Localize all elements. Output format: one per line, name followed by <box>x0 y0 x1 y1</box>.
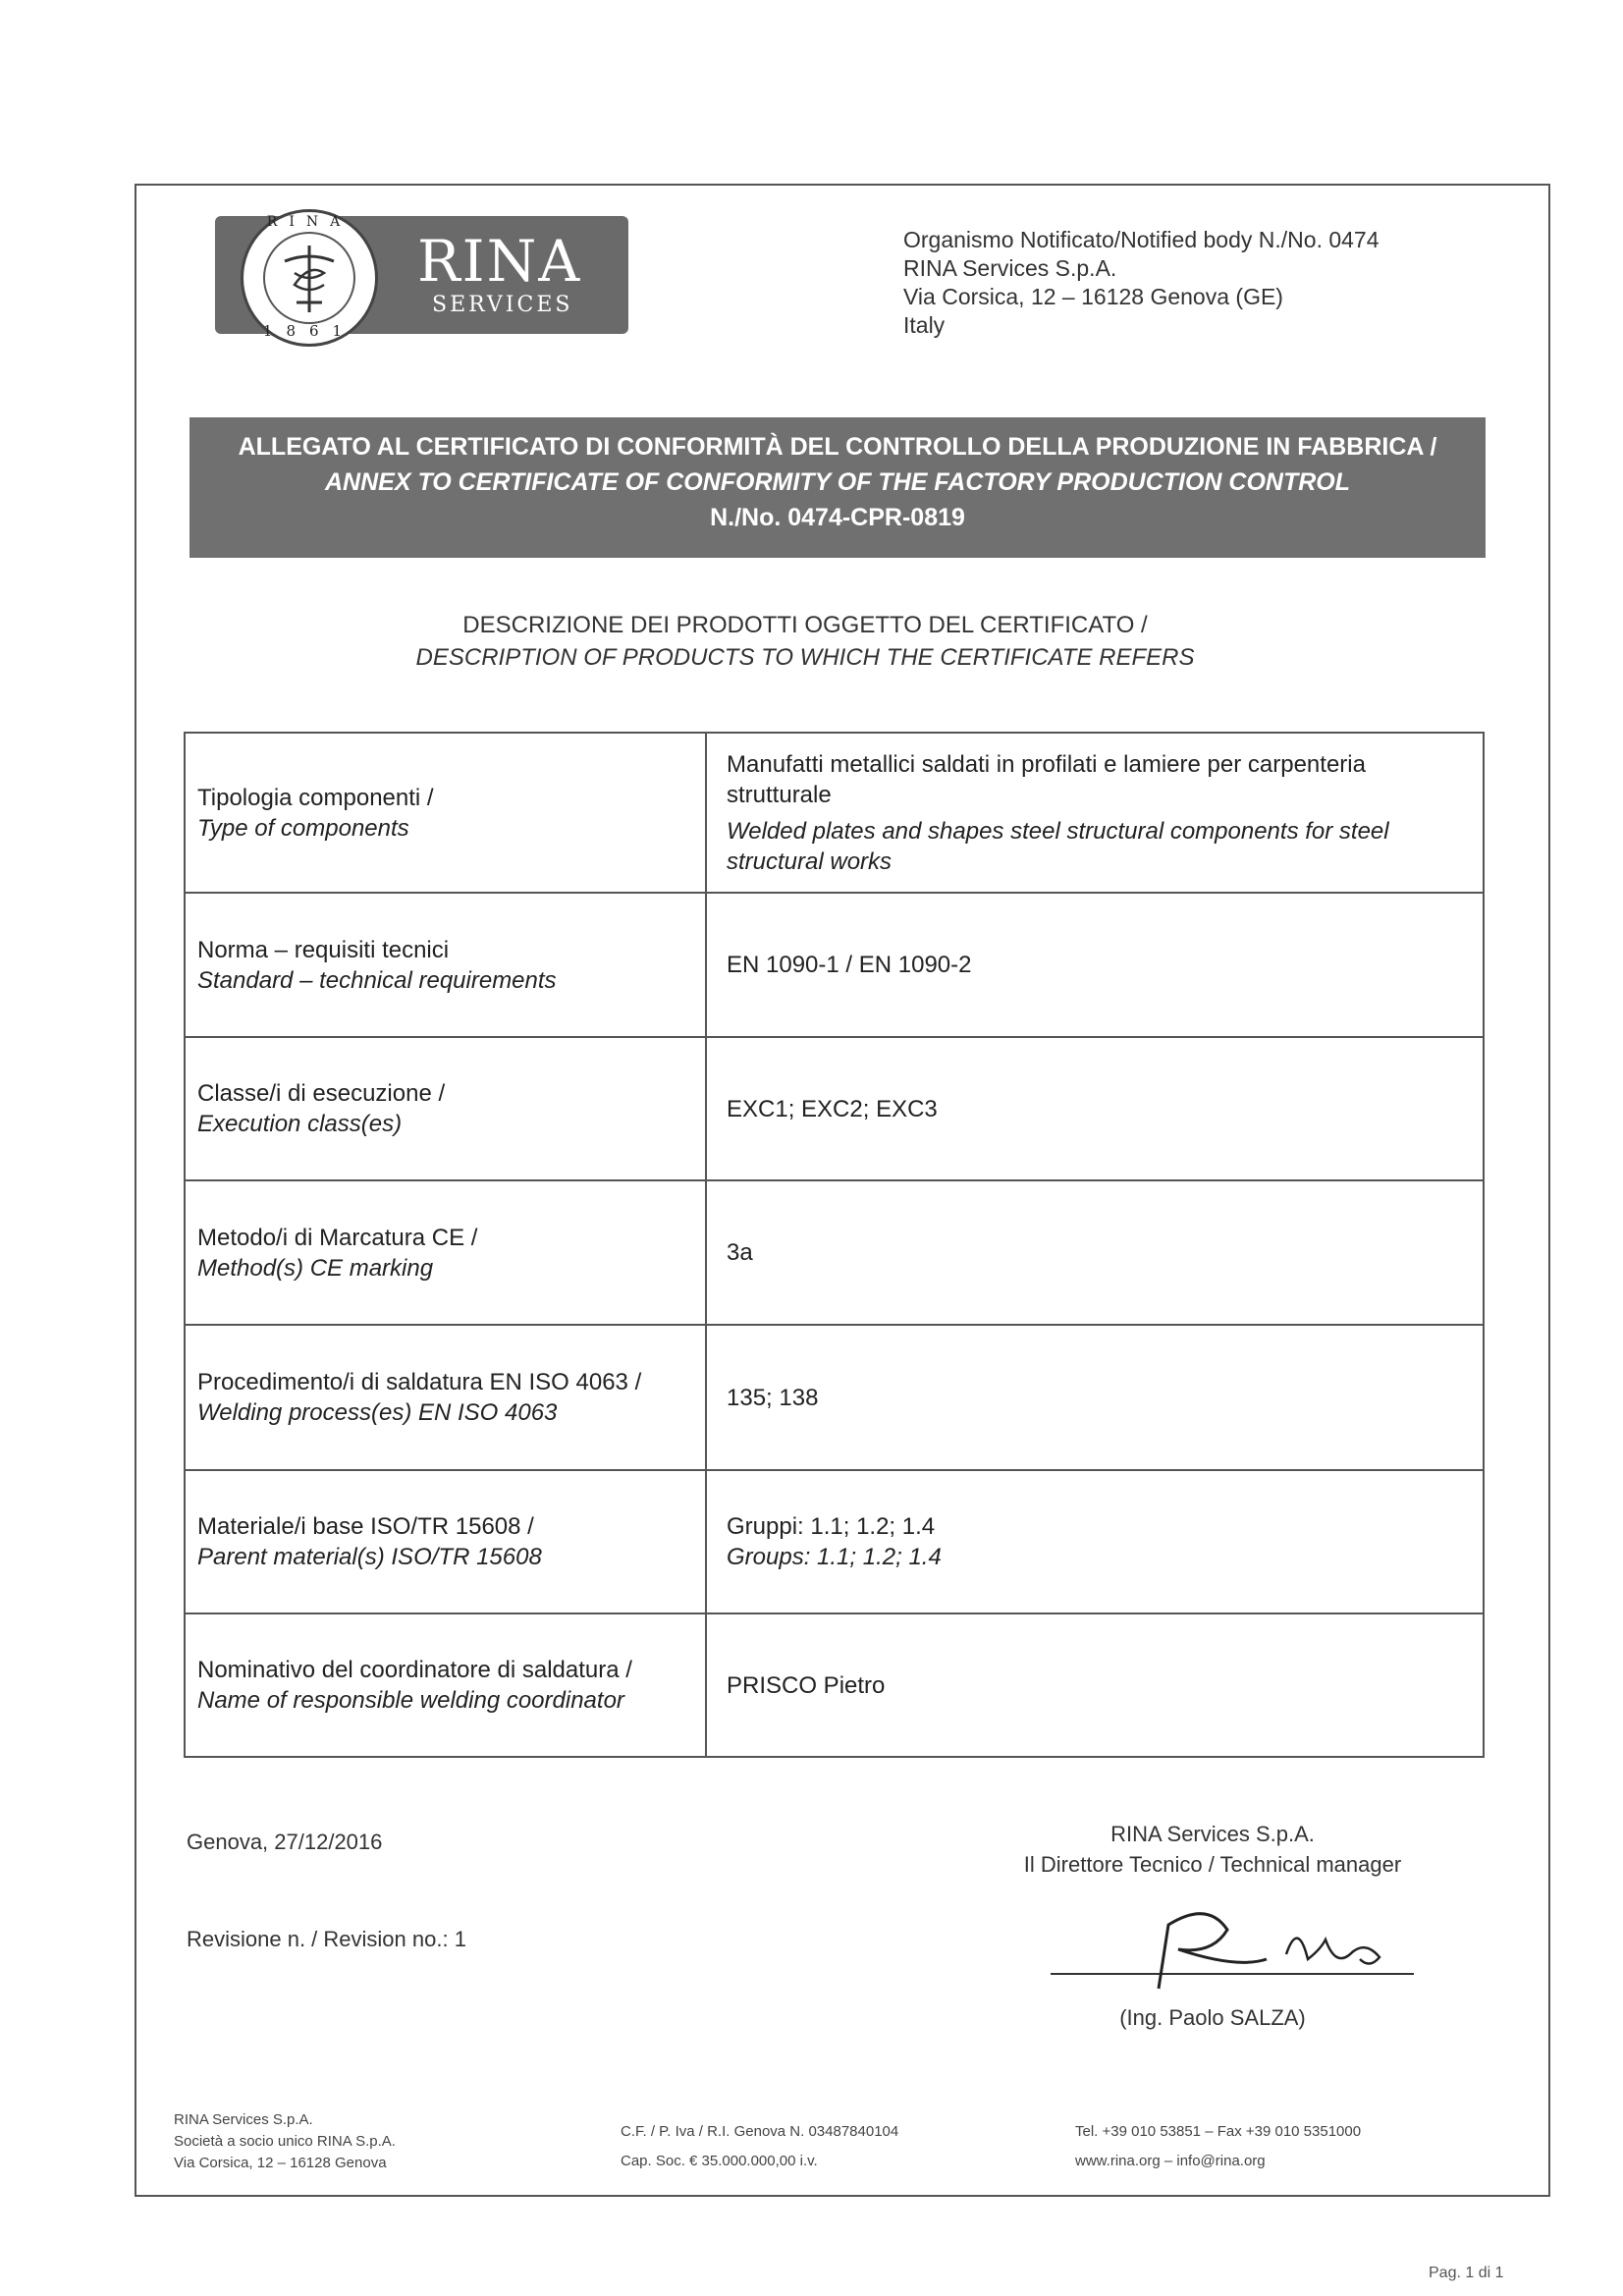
table-row <box>185 893 1484 1037</box>
label-en: Standard – technical requirements <box>197 966 557 994</box>
label-it: Tipologia componenti / <box>197 784 434 811</box>
footer <box>154 2102 1529 2190</box>
table-row <box>185 1325 1484 1470</box>
table-row <box>185 1037 1484 1180</box>
revision-number: Revisione n. / Revision no.: 1 <box>187 1927 466 1951</box>
footer-line: RINA Services S.p.A. <box>174 2111 313 2128</box>
footer-line: Via Corsica, 12 – 16128 Genova <box>174 2155 387 2171</box>
footer-registration <box>621 2121 898 2172</box>
value-it: EN 1090-1 / EN 1090-2 <box>727 952 972 978</box>
label-en: Type of components <box>197 814 409 842</box>
footer-line: Cap. Soc. € 35.000.000,00 i.v. <box>621 2153 818 2169</box>
value-it: 135; 138 <box>727 1384 819 1411</box>
seal-inner-ring <box>263 232 355 324</box>
footer-line: C.F. / P. Iva / R.I. Genova N. 03487840104 <box>621 2123 899 2140</box>
footer-contacts <box>1075 2121 1361 2172</box>
handwritten-signature-icon <box>1041 1900 1434 2008</box>
table-row <box>185 1180 1484 1325</box>
footer-company <box>174 2109 396 2174</box>
label-it: Procedimento/i di saldatura EN ISO 4063 / <box>197 1369 642 1395</box>
row-label <box>185 733 706 893</box>
footer-line: Società a socio unico RINA S.p.A. <box>174 2133 396 2150</box>
description-heading-en: DESCRIPTION OF PRODUCTS TO WHICH THE CERTIFICATE REFERS <box>415 644 1195 671</box>
banner-title-it: ALLEGATO AL CERTIFICATO DI CONFORMITÀ DEL CONTROLLO DELLA PRODUZIONE IN FABBRICA / <box>238 433 1437 461</box>
label-it: Norma – requisiti tecnici <box>197 936 450 963</box>
certificate-banner <box>189 417 1486 558</box>
row-label <box>185 1180 706 1325</box>
value-it: EXC1; EXC2; EXC3 <box>727 1095 938 1122</box>
row-value <box>706 893 1484 1037</box>
label-en: Execution class(es) <box>197 1111 403 1137</box>
seal-year: 1861 <box>262 322 356 340</box>
table-row <box>185 1613 1484 1757</box>
label-it: Nominativo del coordinatore di saldatura / <box>197 1657 632 1683</box>
row-value <box>706 1470 1484 1613</box>
notified-body-address <box>903 226 1380 340</box>
label-en: Welding process(es) EN ISO 4063 <box>197 1399 558 1426</box>
products-table <box>184 732 1485 1758</box>
certificate-number: N./No. 0474-CPR-0819 <box>710 504 965 531</box>
seal-letters: RINA <box>266 214 352 230</box>
banner-title-en: ANNEX TO CERTIFICATE OF CONFORMITY OF THE FACTORY PRODUCTION CONTROL <box>324 468 1351 496</box>
value-it: Gruppi: 1.1; 1.2; 1.4 <box>727 1513 936 1540</box>
signer-name: (Ing. Paolo SALZA) <box>1119 2005 1306 2030</box>
row-value <box>706 1325 1484 1470</box>
rina-seal-icon <box>241 209 378 347</box>
logo-name: RINA <box>417 228 582 295</box>
logo-subtitle: SERVICES <box>432 293 573 317</box>
table-row <box>185 1470 1484 1613</box>
row-label <box>185 1325 706 1470</box>
signer-company: RINA Services S.p.A. <box>1110 1822 1315 1846</box>
label-en: Name of responsible welding coordinator <box>197 1687 624 1714</box>
label-it: Classe/i di esecuzione / <box>197 1080 446 1107</box>
row-value <box>706 1037 1484 1180</box>
description-heading-it: DESCRIZIONE DEI PRODOTTI OGGETTO DEL CERTIFICATO / <box>462 612 1148 638</box>
caduceus-icon <box>265 234 353 322</box>
footer-line: www.rina.org – info@rina.org <box>1075 2153 1266 2169</box>
row-label <box>185 893 706 1037</box>
value-en: Groups: 1.1; 1.2; 1.4 <box>727 1544 942 1570</box>
value-it: PRISCO Pietro <box>727 1671 886 1699</box>
row-label <box>185 1613 706 1757</box>
notified-body-line: Organismo Notificato/Notified body N./No. 0474 <box>903 227 1380 252</box>
label-en: Parent material(s) ISO/TR 15608 <box>197 1544 542 1570</box>
page-number: Pag. 1 di 1 <box>1429 2265 1504 2281</box>
value-en: Welded plates and shapes steel structural components for steel structural works <box>727 817 1389 875</box>
description-heading <box>295 609 1316 674</box>
row-label <box>185 1037 706 1180</box>
label-it: Materiale/i base ISO/TR 15608 / <box>197 1513 534 1540</box>
notified-body-company: RINA Services S.p.A. <box>903 255 1117 281</box>
footer-line: Tel. +39 010 53851 – Fax +39 010 5351000 <box>1075 2123 1362 2140</box>
label-en: Method(s) CE marking <box>197 1254 434 1282</box>
row-label <box>185 1470 706 1613</box>
row-value <box>706 1613 1484 1757</box>
row-value <box>706 733 1484 893</box>
label-it: Metodo/i di Marcatura CE / <box>197 1224 478 1251</box>
signer-role: Il Direttore Tecnico / Technical manager <box>1023 1852 1402 1877</box>
table-row <box>185 733 1484 893</box>
place-date: Genova, 27/12/2016 <box>187 1830 383 1854</box>
notified-body-country: Italy <box>903 312 946 338</box>
value-it: Manufatti metallici saldati in profilati e lamiere per carpenteria strutturale <box>727 750 1366 808</box>
row-value <box>706 1180 1484 1325</box>
value-it: 3a <box>727 1239 753 1266</box>
notified-body-street: Via Corsica, 12 – 16128 Genova (GE) <box>903 284 1283 309</box>
